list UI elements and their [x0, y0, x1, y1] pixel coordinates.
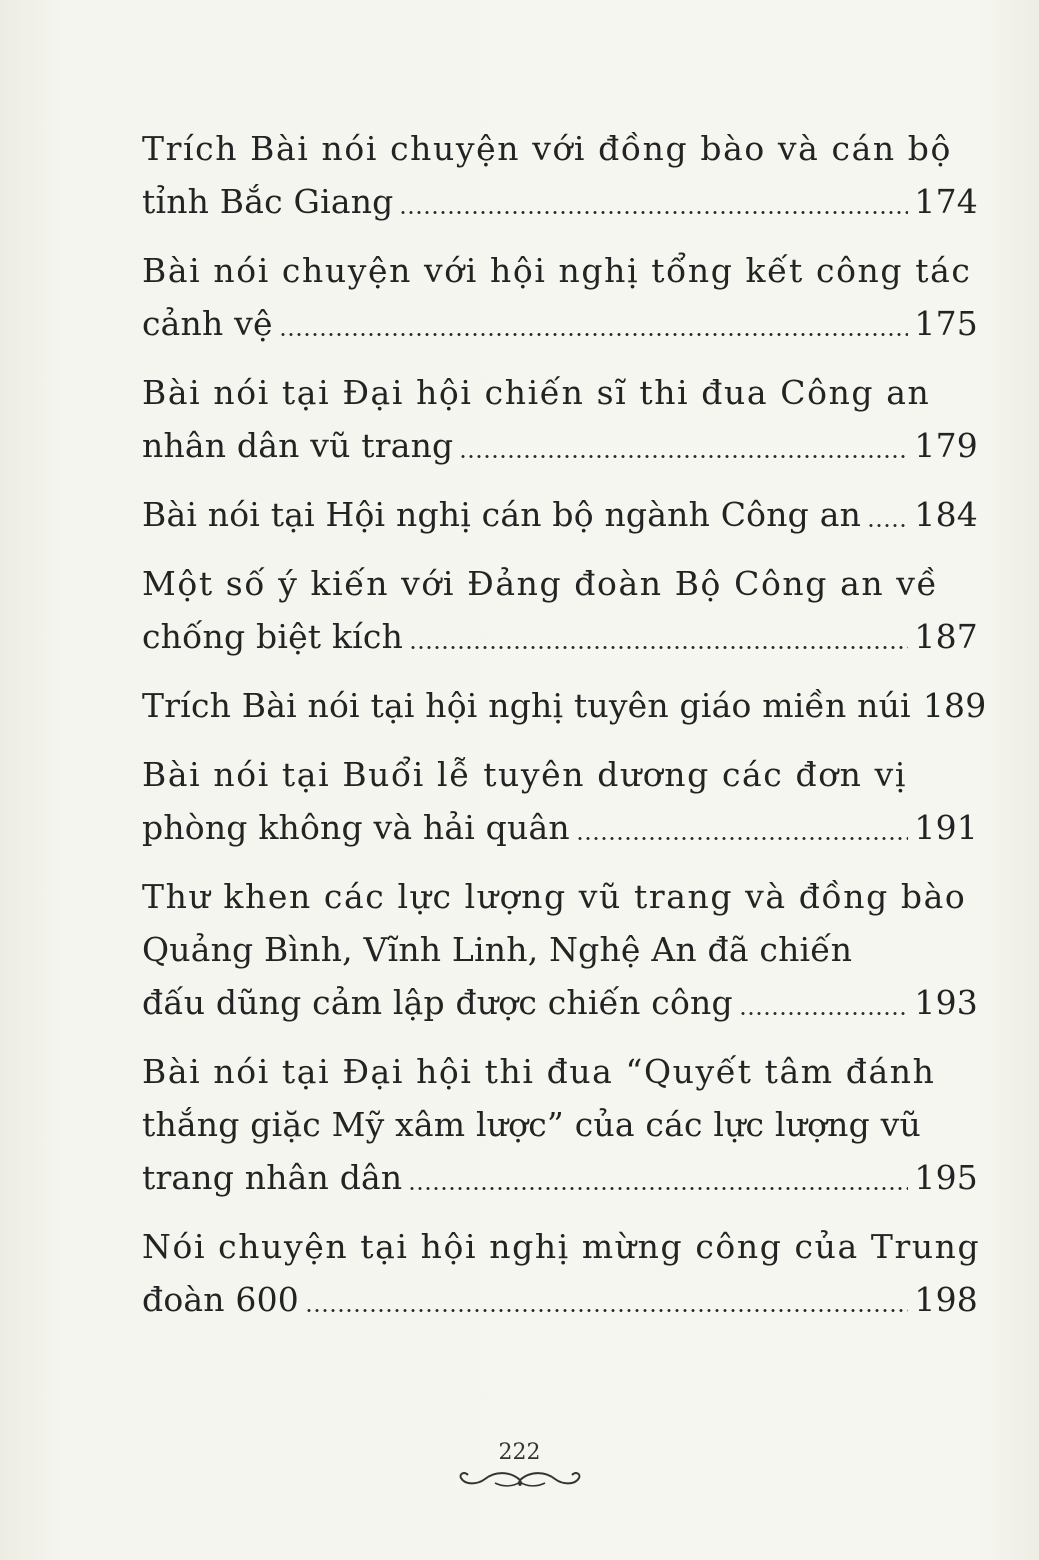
- toc-entry-title-end: đoàn 600: [142, 1280, 299, 1319]
- toc-entry: [142, 557, 978, 663]
- toc-page-number: 179: [914, 426, 978, 465]
- toc-entry-title-line: Nói chuyện tại hội nghị mừng công của Trung: [142, 1227, 981, 1266]
- toc-page-number: 193: [914, 983, 978, 1022]
- toc-entry: [142, 870, 978, 1029]
- toc-entry-last-line: [142, 297, 978, 350]
- toc-entry-last-line: [142, 1273, 978, 1326]
- toc-entry-last-line: [142, 976, 978, 1029]
- dot-leader: [739, 1012, 909, 1015]
- toc-page-number: 184: [914, 495, 978, 534]
- toc-entry-title-end: đấu dũng cảm lập được chiến công: [142, 983, 733, 1022]
- dot-leader: [576, 837, 909, 840]
- toc-entry-title-end: trang nhân dân: [142, 1158, 403, 1197]
- dot-leader: [408, 1187, 908, 1190]
- toc-entry: [142, 748, 978, 854]
- toc-entry-title-line: Thư khen các lực lượng vũ trang và đồng bào: [142, 877, 967, 916]
- toc-page-number: 175: [914, 304, 978, 343]
- table-of-contents: [142, 122, 987, 1342]
- toc-entry-title-line: Bài nói tại Đại hội chiến sĩ thi đua Công an: [142, 373, 931, 412]
- dot-leader: [459, 455, 908, 458]
- toc-entry: [142, 488, 978, 541]
- toc-entry-last-line: [142, 175, 978, 228]
- toc-entry-title-line: Bài nói tại Buổi lễ tuyên dương các đơn vị: [142, 755, 908, 794]
- dot-leader: [399, 211, 908, 214]
- toc-entry-title-end: cảnh vệ: [142, 304, 273, 343]
- dot-leader: [409, 646, 908, 649]
- page-number: 222: [498, 1440, 541, 1465]
- dot-leader: [305, 1309, 908, 1312]
- toc-entry-title-end: Trích Bài nói tại hội nghị tuyên giáo miền núi: [142, 686, 911, 725]
- toc-entry-last-line: [142, 679, 987, 732]
- toc-entry-title-end: chống biệt kích: [142, 617, 404, 656]
- toc-entry: [142, 1045, 978, 1204]
- toc-entry-title-line: Một số ý kiến với Đảng đoàn Bộ Công an về: [142, 564, 939, 603]
- toc-entry-title-end: Bài nói tại Hội nghị cán bộ ngành Công an: [142, 495, 862, 534]
- ornament-flourish-icon: [455, 1467, 585, 1493]
- toc-entry: [142, 244, 978, 350]
- toc-page-number: 198: [914, 1280, 978, 1319]
- toc-entry-last-line: [142, 1151, 978, 1204]
- toc-page-number: 187: [914, 617, 978, 656]
- toc-entry: [142, 366, 978, 472]
- toc-page-number: 174: [914, 182, 978, 221]
- toc-entry-last-line: [142, 610, 978, 663]
- toc-entry-title-line: thắng giặc Mỹ xâm lược” của các lực lượng vũ: [142, 1105, 921, 1144]
- toc-entry: [142, 122, 978, 228]
- page-footer: [0, 1440, 1039, 1493]
- dot-leader: [867, 524, 908, 527]
- toc-entry: [142, 1220, 981, 1326]
- toc-entry-title-line: Quảng Bình, Vĩnh Linh, Nghệ An đã chiến: [142, 930, 853, 969]
- toc-entry-last-line: [142, 419, 978, 472]
- toc-entry-title-line: Trích Bài nói chuyện với đồng bào và cán bộ: [142, 129, 952, 168]
- toc-entry-last-line: [142, 488, 978, 541]
- toc-entry-title-line: Bài nói chuyện với hội nghị tổng kết công tác: [142, 251, 972, 290]
- toc-entry-title-end: nhân dân vũ trang: [142, 426, 454, 465]
- toc-entry-title-end: tỉnh Bắc Giang: [142, 182, 394, 221]
- dot-leader: [279, 333, 909, 336]
- toc-page-number: 195: [914, 1158, 978, 1197]
- toc-page-number: 189: [922, 686, 987, 725]
- toc-entry: [142, 679, 987, 732]
- toc-entry-title-end: phòng không và hải quân: [142, 808, 570, 847]
- toc-entry-last-line: [142, 801, 978, 854]
- toc-page-number: 191: [914, 808, 978, 847]
- toc-entry-title-line: Bài nói tại Đại hội thi đua “Quyết tâm đánh: [142, 1052, 936, 1091]
